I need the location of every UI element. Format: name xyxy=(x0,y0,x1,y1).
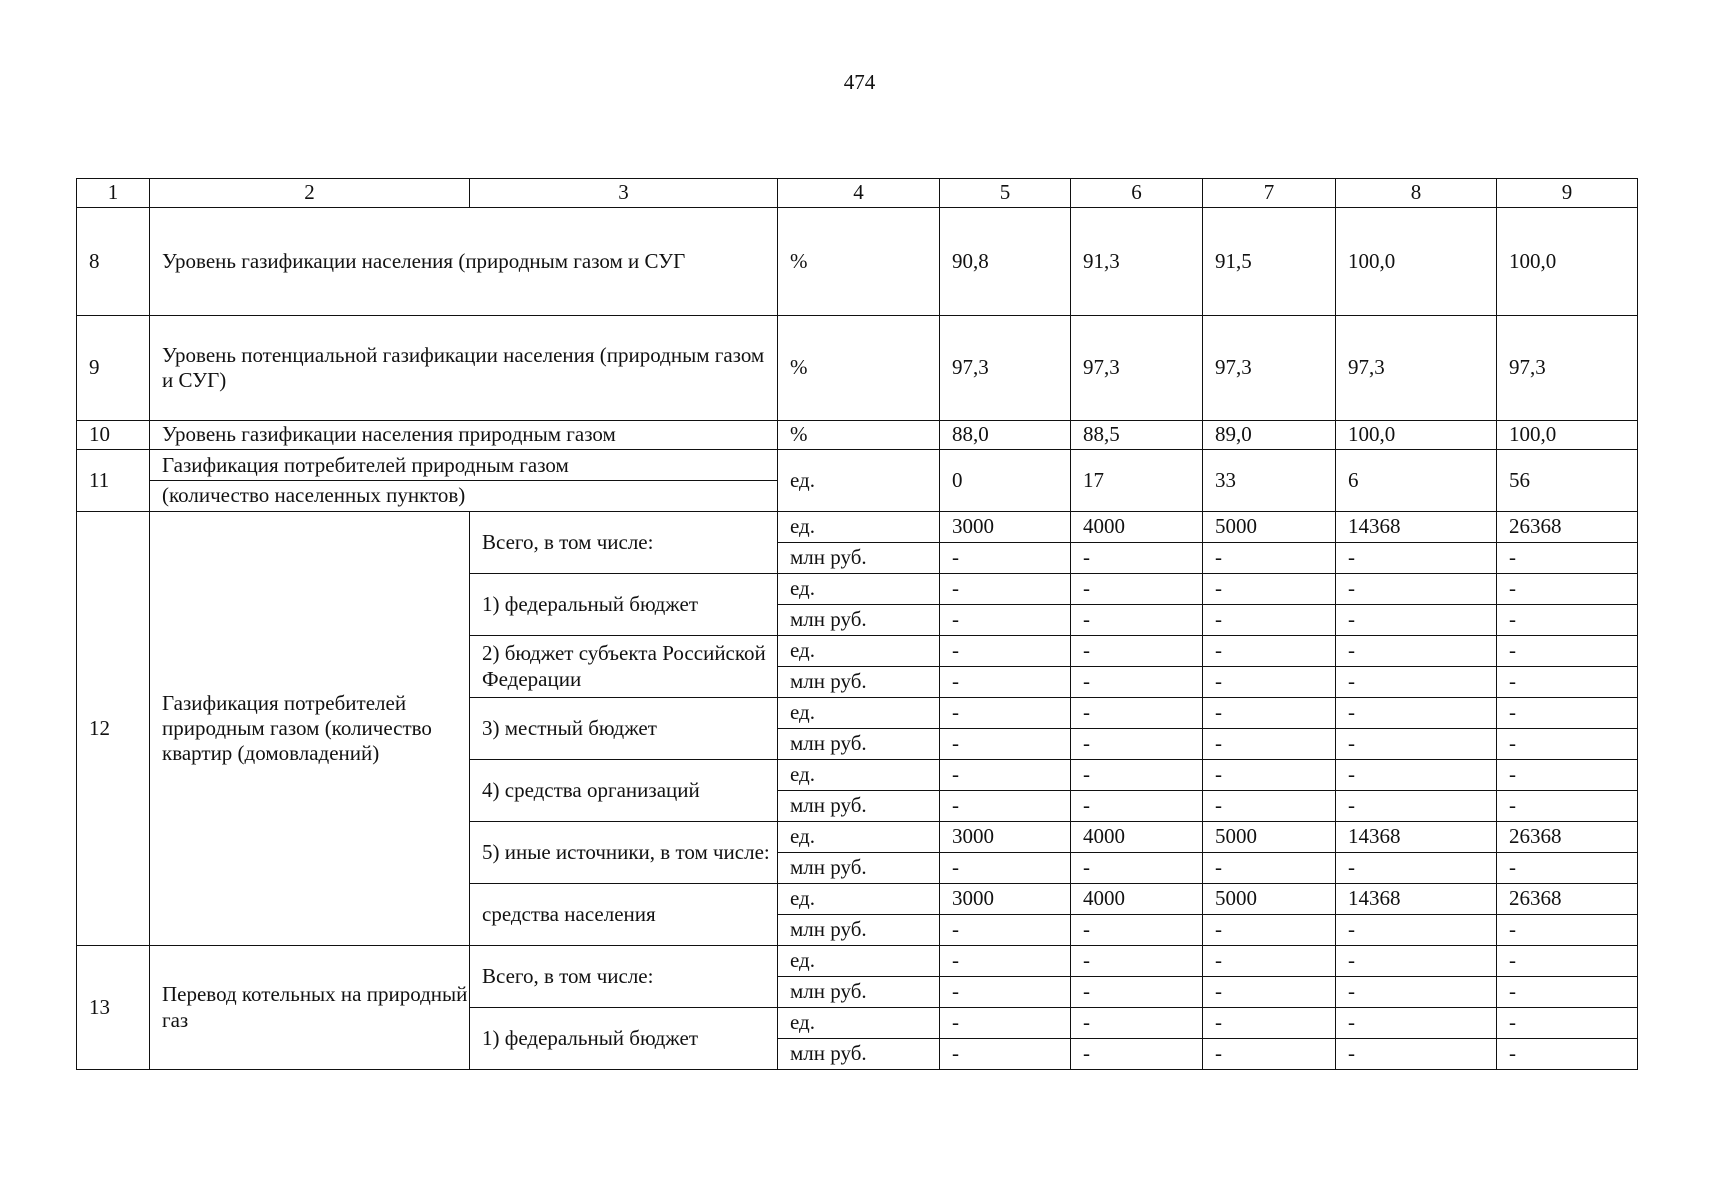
value-cell: 97,3 xyxy=(1497,316,1638,421)
unit-cell: млн руб. xyxy=(778,667,940,698)
value-cell: 100,0 xyxy=(1336,421,1497,450)
value-cell: - xyxy=(1336,636,1497,667)
value-cell: - xyxy=(1071,915,1203,946)
value-cell: 26368 xyxy=(1497,512,1638,543)
value-cell: 100,0 xyxy=(1497,208,1638,316)
unit-cell: млн руб. xyxy=(778,915,940,946)
header-cell: 5 xyxy=(940,179,1071,208)
table-row xyxy=(77,450,1638,512)
value-cell: - xyxy=(1336,1008,1497,1039)
value-cell: - xyxy=(1336,543,1497,574)
value-cell: - xyxy=(1336,574,1497,605)
value-cell: 4000 xyxy=(1071,822,1203,853)
value-cell: 3000 xyxy=(940,884,1071,915)
unit-cell: ед. xyxy=(778,512,940,543)
unit-cell: млн руб. xyxy=(778,543,940,574)
value-cell: - xyxy=(1497,1008,1638,1039)
value-cell: 91,3 xyxy=(1071,208,1203,316)
value-cell: - xyxy=(940,946,1071,977)
value-cell: 14368 xyxy=(1336,512,1497,543)
value-cell: 17 xyxy=(1071,450,1203,512)
value-cell: - xyxy=(1203,1039,1336,1070)
source-label: 2) бюджет субъекта Российской Федерации xyxy=(470,636,778,698)
value-cell: - xyxy=(1071,1039,1203,1070)
page-number: 474 xyxy=(843,70,876,94)
source-label: 4) средства организаций xyxy=(470,760,778,822)
header-cell: 7 xyxy=(1203,179,1336,208)
unit-cell: млн руб. xyxy=(778,729,940,760)
unit-cell: ед. xyxy=(778,450,940,512)
value-cell: - xyxy=(1071,698,1203,729)
source-label: Всего, в том числе: xyxy=(470,512,778,574)
value-cell: 5000 xyxy=(1203,884,1336,915)
value-cell: 0 xyxy=(940,450,1071,512)
value-cell: - xyxy=(1497,977,1638,1008)
value-cell: 100,0 xyxy=(1336,208,1497,316)
value-cell: - xyxy=(1203,1008,1336,1039)
indicator-label: Уровень газификации населения (природным газом и СУГ xyxy=(150,208,778,316)
value-cell: - xyxy=(1497,791,1638,822)
value-cell: - xyxy=(1071,667,1203,698)
header-cell: 6 xyxy=(1071,179,1203,208)
value-cell: - xyxy=(1203,667,1336,698)
header-cell: 4 xyxy=(778,179,940,208)
unit-cell: ед. xyxy=(778,1008,940,1039)
value-cell: - xyxy=(1336,698,1497,729)
row-number: 10 xyxy=(77,421,150,450)
value-cell: 3000 xyxy=(940,512,1071,543)
value-cell: - xyxy=(1497,853,1638,884)
value-cell: - xyxy=(1071,605,1203,636)
value-cell: - xyxy=(1336,1039,1497,1070)
value-cell: 97,3 xyxy=(1203,316,1336,421)
value-cell: - xyxy=(940,760,1071,791)
value-cell: - xyxy=(1071,946,1203,977)
value-cell: - xyxy=(1071,791,1203,822)
value-cell: 26368 xyxy=(1497,822,1638,853)
header-row xyxy=(77,179,1638,208)
unit-cell: млн руб. xyxy=(778,791,940,822)
value-cell: - xyxy=(1203,946,1336,977)
value-cell: - xyxy=(1336,729,1497,760)
source-label: 1) федеральный бюджет xyxy=(470,1008,778,1070)
unit-cell: % xyxy=(778,316,940,421)
unit-cell: % xyxy=(778,208,940,316)
unit-cell: ед. xyxy=(778,636,940,667)
value-cell: 100,0 xyxy=(1497,421,1638,450)
source-label: 1) федеральный бюджет xyxy=(470,574,778,636)
value-cell: - xyxy=(1203,791,1336,822)
value-cell: 5000 xyxy=(1203,512,1336,543)
value-cell: - xyxy=(1336,605,1497,636)
value-cell: - xyxy=(940,1008,1071,1039)
value-cell: 14368 xyxy=(1336,822,1497,853)
value-cell: - xyxy=(1071,636,1203,667)
value-cell: - xyxy=(1336,977,1497,1008)
value-cell: - xyxy=(1071,543,1203,574)
row-number: 8 xyxy=(77,208,150,316)
value-cell: 4000 xyxy=(1071,512,1203,543)
source-label: средства населения xyxy=(470,884,778,946)
header-cell: 8 xyxy=(1336,179,1497,208)
value-cell: - xyxy=(1071,853,1203,884)
indicator-label: Уровень потенциальной газификации населения (природным газом и СУГ) xyxy=(150,316,778,421)
value-cell: - xyxy=(940,1039,1071,1070)
row-number: 12 xyxy=(77,512,150,946)
value-cell: 33 xyxy=(1203,450,1336,512)
value-cell: - xyxy=(1497,605,1638,636)
value-cell: - xyxy=(940,698,1071,729)
value-cell: - xyxy=(1071,574,1203,605)
header-cell: 1 xyxy=(77,179,150,208)
indicator-label-line: (количество населенных пунктов) xyxy=(162,483,466,507)
value-cell: - xyxy=(1071,729,1203,760)
value-cell: - xyxy=(940,729,1071,760)
value-cell: 97,3 xyxy=(1071,316,1203,421)
unit-cell: млн руб. xyxy=(778,853,940,884)
value-cell: - xyxy=(940,853,1071,884)
table-row xyxy=(77,946,1638,977)
value-cell: - xyxy=(1203,977,1336,1008)
value-cell: - xyxy=(940,574,1071,605)
value-cell: - xyxy=(1497,636,1638,667)
unit-cell: % xyxy=(778,421,940,450)
value-cell: 4000 xyxy=(1071,884,1203,915)
indicators-table xyxy=(76,178,1638,1070)
indicator-label: Газификация потребителей природным газом (количество квартир (домовладений) xyxy=(150,512,470,946)
value-cell: 14368 xyxy=(1336,884,1497,915)
value-cell: - xyxy=(1336,791,1497,822)
value-cell: 26368 xyxy=(1497,884,1638,915)
value-cell: - xyxy=(940,791,1071,822)
value-cell: 6 xyxy=(1336,450,1497,512)
table-row xyxy=(77,512,1638,543)
value-cell: - xyxy=(1497,946,1638,977)
header-cell: 9 xyxy=(1497,179,1638,208)
value-cell: - xyxy=(1497,915,1638,946)
value-cell: 5000 xyxy=(1203,822,1336,853)
value-cell: - xyxy=(1497,667,1638,698)
value-cell: - xyxy=(1071,760,1203,791)
indicator-label xyxy=(150,450,778,512)
source-label: Всего, в том числе: xyxy=(470,946,778,1008)
value-cell: 3000 xyxy=(940,822,1071,853)
value-cell: 90,8 xyxy=(940,208,1071,316)
unit-cell: млн руб. xyxy=(778,605,940,636)
source-label: 5) иные источники, в том числе: xyxy=(470,822,778,884)
value-cell: - xyxy=(1497,760,1638,791)
value-cell: - xyxy=(940,605,1071,636)
unit-cell: ед. xyxy=(778,946,940,977)
row-number: 13 xyxy=(77,946,150,1070)
value-cell: - xyxy=(1336,915,1497,946)
value-cell: - xyxy=(1497,698,1638,729)
value-cell: - xyxy=(1497,1039,1638,1070)
value-cell: - xyxy=(1336,853,1497,884)
value-cell: - xyxy=(1203,760,1336,791)
source-label: 3) местный бюджет xyxy=(470,698,778,760)
unit-cell: ед. xyxy=(778,698,940,729)
table-row xyxy=(77,208,1638,316)
value-cell: - xyxy=(1203,729,1336,760)
value-cell: - xyxy=(1336,667,1497,698)
indicator-label-line: Газификация потребителей природным газом xyxy=(150,453,777,481)
unit-cell: ед. xyxy=(778,574,940,605)
indicator-label: Перевод котельных на природный газ xyxy=(150,946,470,1070)
value-cell: - xyxy=(1203,915,1336,946)
value-cell: - xyxy=(940,636,1071,667)
value-cell: - xyxy=(940,977,1071,1008)
value-cell: - xyxy=(1203,605,1336,636)
value-cell: - xyxy=(1203,698,1336,729)
indicator-label: Уровень газификации населения природным газом xyxy=(150,421,778,450)
value-cell: 88,5 xyxy=(1071,421,1203,450)
table-row xyxy=(77,421,1638,450)
value-cell: 91,5 xyxy=(1203,208,1336,316)
value-cell: - xyxy=(940,915,1071,946)
value-cell: - xyxy=(940,667,1071,698)
header-cell: 2 xyxy=(150,179,470,208)
row-number: 9 xyxy=(77,316,150,421)
value-cell: - xyxy=(1203,574,1336,605)
unit-cell: млн руб. xyxy=(778,1039,940,1070)
row-number: 11 xyxy=(77,450,150,512)
value-cell: - xyxy=(1497,729,1638,760)
header-cell: 3 xyxy=(470,179,778,208)
unit-cell: ед. xyxy=(778,760,940,791)
unit-cell: ед. xyxy=(778,822,940,853)
value-cell: - xyxy=(1497,543,1638,574)
value-cell: - xyxy=(940,543,1071,574)
value-cell: - xyxy=(1071,977,1203,1008)
value-cell: - xyxy=(1203,543,1336,574)
value-cell: - xyxy=(1203,636,1336,667)
table-row xyxy=(77,316,1638,421)
value-cell: 88,0 xyxy=(940,421,1071,450)
value-cell: - xyxy=(1203,853,1336,884)
unit-cell: ед. xyxy=(778,884,940,915)
value-cell: 89,0 xyxy=(1203,421,1336,450)
value-cell: - xyxy=(1336,946,1497,977)
unit-cell: млн руб. xyxy=(778,977,940,1008)
value-cell: 56 xyxy=(1497,450,1638,512)
value-cell: - xyxy=(1071,1008,1203,1039)
value-cell: - xyxy=(1336,760,1497,791)
value-cell: - xyxy=(1497,574,1638,605)
value-cell: 97,3 xyxy=(940,316,1071,421)
value-cell: 97,3 xyxy=(1336,316,1497,421)
